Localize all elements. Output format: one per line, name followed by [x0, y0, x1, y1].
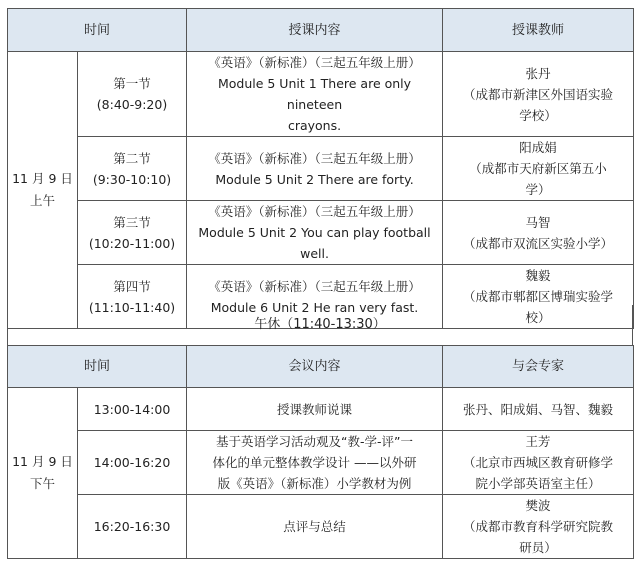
session-cell: [78, 52, 187, 137]
expert-name: 王芳: [525, 434, 551, 449]
teacher-affiliation: 学）: [525, 182, 551, 197]
day-period: 上午: [29, 193, 55, 208]
header-expert: 与会专家: [443, 346, 634, 388]
content-line: 《英语》（新标准）（三起五年级上册）: [208, 150, 421, 166]
session-name: 第三节: [113, 214, 151, 230]
expert-affiliation: （北京市西城区教育研修学: [463, 455, 614, 470]
session-name: 第四节: [113, 278, 151, 294]
session-time: (9:30-10:10): [92, 171, 172, 187]
teacher-affiliation: （成都市新津区外国语实验: [463, 86, 614, 102]
session-name: 第二节: [113, 150, 151, 166]
expert-cell: [443, 388, 634, 431]
content-line: 《英语》（新标准）（三起五年级上册）: [208, 55, 421, 70]
teacher-cell: [443, 137, 634, 201]
content-cell: [187, 495, 443, 559]
header-content: 授课内容: [187, 9, 443, 52]
teacher-affiliation: （成都市双流区实验小学）: [463, 235, 614, 251]
time-cell: 14:00-16:20: [78, 431, 187, 495]
day-period: 下午: [29, 476, 55, 491]
header-content: 会议内容: [187, 346, 443, 388]
content-cell: [187, 52, 443, 137]
header-row: [8, 9, 634, 52]
teacher-affiliation: 学校）: [519, 107, 557, 123]
day-date: 11 月 9 日: [12, 454, 73, 469]
morning-schedule-table: [7, 8, 634, 329]
teacher-name: 马智: [525, 214, 551, 230]
teacher-affiliation: 校）: [525, 310, 551, 325]
content-line: 点评与总结: [283, 519, 346, 534]
expert-affiliation: （成都市教育科学研究院教: [463, 519, 614, 534]
content-line: 《英语》（新标准）（三起五年级上册）: [208, 204, 421, 219]
header-row: [8, 346, 634, 388]
content-line: 基于英语学习活动观及“教-学-评”一: [216, 434, 413, 449]
table-row: [8, 388, 634, 431]
expert-name: 樊波: [525, 498, 551, 513]
time-cell: 16:20-16:30: [78, 495, 187, 559]
content-line: Module 6 Unit 2 He ran very fast.: [210, 299, 419, 315]
session-cell: [78, 201, 187, 265]
header-time: 时间: [8, 346, 187, 388]
expert-cell: [443, 431, 634, 495]
table-row: [8, 137, 634, 201]
content-line: 体化的单元整体教学设计 ——以外研: [212, 455, 417, 470]
afternoon-schedule-table: [7, 345, 634, 559]
content-line: Module 5 Unit 2 There are forty.: [215, 171, 414, 187]
table-row: [8, 52, 634, 137]
content-line: Module 5 Unit 1 There are only nineteen: [217, 76, 412, 112]
content-cell: [187, 388, 443, 431]
session-time: (11:10-11:40): [88, 299, 176, 315]
table-row: [8, 495, 634, 559]
expert-affiliation: 研员）: [519, 540, 557, 555]
content-line: Module 5 Unit 2 You can play football: [198, 225, 431, 240]
session-cell: [78, 137, 187, 201]
teacher-name: 张丹: [525, 65, 551, 81]
time-cell: 13:00-14:00: [78, 388, 187, 431]
teacher-name: 魏毅: [525, 268, 551, 283]
table-row: [8, 201, 634, 265]
header-time: 时间: [8, 9, 187, 52]
expert-cell: [443, 495, 634, 559]
content-cell: [187, 201, 443, 265]
table-row: [8, 431, 634, 495]
teacher-cell: [443, 52, 634, 137]
header-teacher: 授课教师: [443, 9, 634, 52]
expert-affiliation: 院小学部英语室主任）: [475, 476, 601, 491]
lunch-break-row: 午休（11:40-13:30）: [7, 305, 633, 345]
session-time: (8:40-9:20): [96, 97, 168, 112]
session-time: (10:20-11:00): [88, 235, 176, 251]
teacher-affiliation: （成都市郫都区博瑞实验学: [463, 289, 614, 304]
day-cell: [8, 388, 78, 559]
content-cell: [187, 137, 443, 201]
teacher-name: 阳成娟: [519, 140, 557, 155]
expert-name: 张丹、阳成娟、马智、魏毅: [463, 401, 614, 417]
teacher-cell: [443, 201, 634, 265]
content-line: well.: [300, 246, 329, 261]
day-date: 11 月 9 日: [12, 171, 73, 186]
session-name: 第一节: [113, 76, 151, 91]
teacher-affiliation: （成都市天府新区第五小: [469, 161, 607, 176]
content-line: 授课教师说课: [277, 401, 353, 417]
content-line: 《英语》（新标准）（三起五年级上册）: [208, 278, 421, 294]
content-cell: [187, 431, 443, 495]
content-line: crayons.: [287, 118, 342, 133]
content-line: 版《英语》（新标准）小学教材为例: [217, 476, 412, 491]
day-cell: [8, 52, 78, 329]
